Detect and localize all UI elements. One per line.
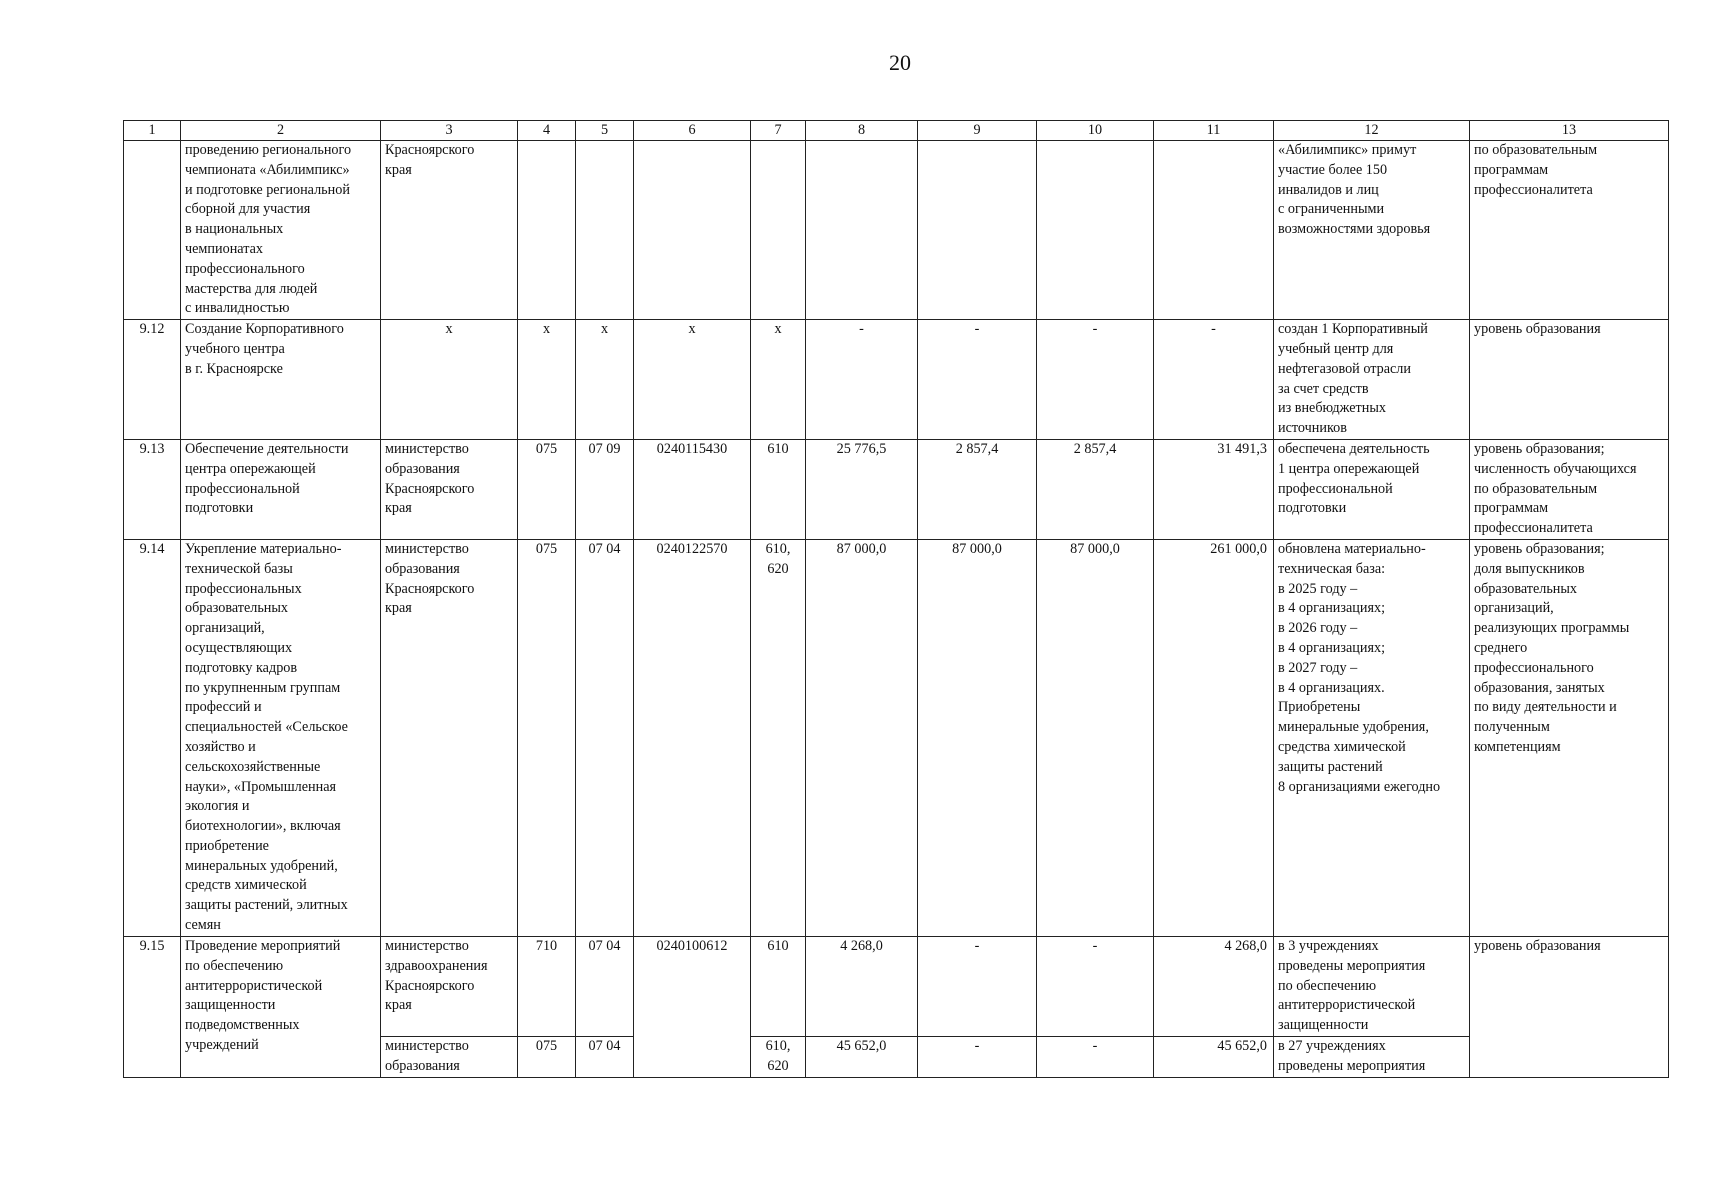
column-number: 9 xyxy=(918,121,1037,141)
expected-result: в 3 учреждениях проведены мероприятия по обеспечению антитеррористической защищенности xyxy=(1274,936,1470,1036)
grbs-code: 710 xyxy=(518,936,576,1036)
row-number: 9.12 xyxy=(124,320,181,440)
section-code: 07 04 xyxy=(576,1036,634,1077)
target-article: 0240122570 xyxy=(634,539,751,936)
expected-result: «Абилимпикс» примут участие более 150 инвалидов и лиц с ограниченными возможностями здоровья xyxy=(1274,141,1470,320)
grbs-code: x xyxy=(518,320,576,440)
executor: министерство образования xyxy=(381,1036,518,1077)
amount-year-1: 45 652,0 xyxy=(806,1036,918,1077)
empty-cell xyxy=(1037,141,1154,320)
amount-year-1: - xyxy=(806,320,918,440)
expense-type: 610 xyxy=(751,936,806,1036)
amount-year-1: 87 000,0 xyxy=(806,539,918,936)
amount-year-2: - xyxy=(918,320,1037,440)
table-row xyxy=(124,320,1669,440)
amount-year-2: - xyxy=(918,936,1037,1036)
column-number: 1 xyxy=(124,121,181,141)
expected-result: создан 1 Корпоративный учебный центр для нефтегазовой отрасли за счет средств из внебюджетных источников xyxy=(1274,320,1470,440)
amount-total: 4 268,0 xyxy=(1154,936,1274,1036)
row-number: 9.13 xyxy=(124,439,181,539)
section-code: x xyxy=(576,320,634,440)
expected-result: в 27 учреждениях проведены мероприятия xyxy=(1274,1036,1470,1077)
expense-type: 610 xyxy=(751,439,806,539)
empty-cell xyxy=(518,141,576,320)
page-number: 20 xyxy=(889,50,911,75)
grbs-code: 075 xyxy=(518,1036,576,1077)
activity-name: Обеспечение деятельности центра опережающей профессиональной подготовки xyxy=(181,439,381,539)
section-code: 07 04 xyxy=(576,936,634,1036)
empty-cell xyxy=(634,141,751,320)
column-number: 11 xyxy=(1154,121,1274,141)
executor: x xyxy=(381,320,518,440)
executor: министерство здравоохранения Красноярского края xyxy=(381,936,518,1036)
grbs-code: 075 xyxy=(518,539,576,936)
row-number xyxy=(124,141,181,320)
indicator: по образовательным программам профессионалитета xyxy=(1470,141,1669,320)
executor: министерство образования Красноярского края xyxy=(381,539,518,936)
indicator: уровень образования; доля выпускников образовательных организаций, реализующих программы среднего профессионального образования, занятых по виду деятельности и полученным компетенциям xyxy=(1470,539,1669,936)
section-code: 07 04 xyxy=(576,539,634,936)
column-number: 10 xyxy=(1037,121,1154,141)
amount-total: 31 491,3 xyxy=(1154,439,1274,539)
column-number: 7 xyxy=(751,121,806,141)
indicator: уровень образования xyxy=(1470,936,1669,1077)
expense-type: 610, 620 xyxy=(751,539,806,936)
target-article: 0240100612 xyxy=(634,936,751,1077)
amount-year-2: 2 857,4 xyxy=(918,439,1037,539)
amount-year-2: 87 000,0 xyxy=(918,539,1037,936)
expected-result: обновлена материально- техническая база: в 2025 году – в 4 организациях; в 2026 году – в 4 организациях; в 2027 году – в 4 организациях. Приобретены минеральные удобрения, средства химической защиты растений 8 организациями ежегодно xyxy=(1274,539,1470,936)
amount-year-1: 4 268,0 xyxy=(806,936,918,1036)
table-row xyxy=(124,141,1669,320)
target-article: x xyxy=(634,320,751,440)
indicator: уровень образования xyxy=(1470,320,1669,440)
expense-type: 610, 620 xyxy=(751,1036,806,1077)
amount-year-3: - xyxy=(1037,1036,1154,1077)
column-number: 12 xyxy=(1274,121,1470,141)
amount-total: - xyxy=(1154,320,1274,440)
amount-year-1: 25 776,5 xyxy=(806,439,918,539)
executor: министерство образования Красноярского края xyxy=(381,439,518,539)
expense-type: x xyxy=(751,320,806,440)
row-number: 9.15 xyxy=(124,936,181,1077)
column-number: 4 xyxy=(518,121,576,141)
empty-cell xyxy=(576,141,634,320)
table-row xyxy=(124,539,1669,936)
executor: Красноярского края xyxy=(381,141,518,320)
column-number: 5 xyxy=(576,121,634,141)
empty-cell xyxy=(806,141,918,320)
amount-year-2: - xyxy=(918,1036,1037,1077)
column-number-row xyxy=(124,121,1669,141)
empty-cell xyxy=(1154,141,1274,320)
table-row xyxy=(124,439,1669,539)
grbs-code: 075 xyxy=(518,439,576,539)
row-number: 9.14 xyxy=(124,539,181,936)
activity-name: проведению регионального чемпионата «Абилимпикс» и подготовке региональной сборной для участия в национальных чемпионатах профессионального мастерства для людей с инвалидностью xyxy=(181,141,381,320)
empty-cell xyxy=(918,141,1037,320)
column-number: 3 xyxy=(381,121,518,141)
amount-year-3: - xyxy=(1037,936,1154,1036)
column-number: 6 xyxy=(634,121,751,141)
column-number: 8 xyxy=(806,121,918,141)
section-code: 07 09 xyxy=(576,439,634,539)
column-number: 2 xyxy=(181,121,381,141)
program-table xyxy=(123,120,1669,1078)
activity-name: Создание Корпоративного учебного центра в г. Красноярске xyxy=(181,320,381,440)
amount-year-3: - xyxy=(1037,320,1154,440)
amount-total: 261 000,0 xyxy=(1154,539,1274,936)
activity-name: Проведение мероприятий по обеспечению антитеррористической защищенности подведомственных учреждений xyxy=(181,936,381,1077)
table-row xyxy=(124,936,1669,1036)
empty-cell xyxy=(751,141,806,320)
amount-year-3: 2 857,4 xyxy=(1037,439,1154,539)
target-article: 0240115430 xyxy=(634,439,751,539)
activity-name: Укрепление материально- технической базы профессиональных образовательных организаций, осуществляющих подготовку кадров по укрупненным группам профессий и специальностей «Сельское хозяйство и сельскохозяйственные науки», «Промышленная экология и биотехнологии», включая приобретение минеральных удобрений, средств химической защиты растений, элитных семян xyxy=(181,539,381,936)
amount-total: 45 652,0 xyxy=(1154,1036,1274,1077)
expected-result: обеспечена деятельность 1 центра опережающей профессиональной подготовки xyxy=(1274,439,1470,539)
column-number: 13 xyxy=(1470,121,1669,141)
amount-year-3: 87 000,0 xyxy=(1037,539,1154,936)
indicator: уровень образования; численность обучающихся по образовательным программам профессионалитета xyxy=(1470,439,1669,539)
